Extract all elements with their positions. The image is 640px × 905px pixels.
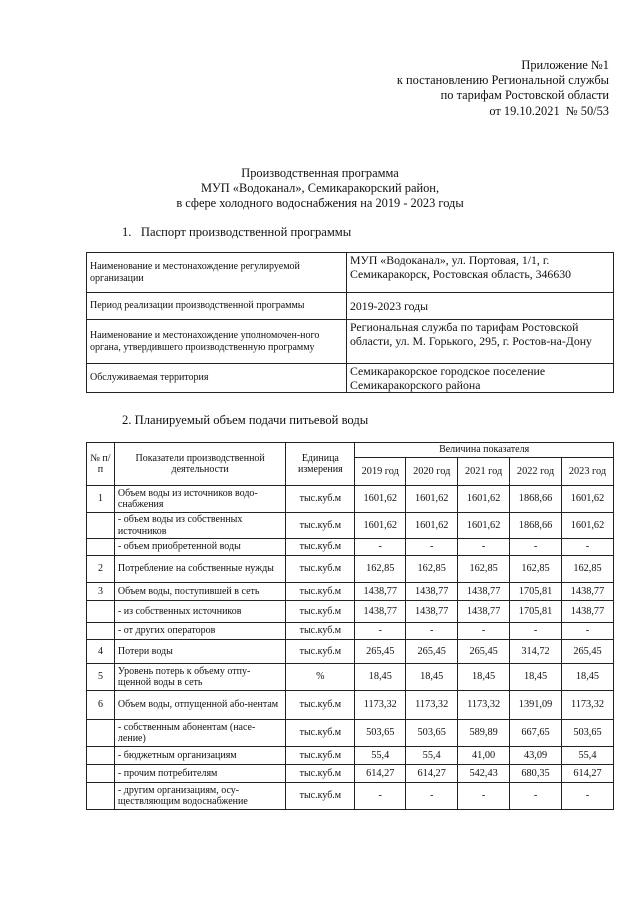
row-num: 2 bbox=[87, 556, 115, 583]
row-unit: тыс.куб.м bbox=[286, 513, 355, 539]
row-value: 667,65 bbox=[510, 720, 562, 747]
row-num: 5 bbox=[87, 664, 115, 691]
row-value: 1705,81 bbox=[510, 601, 562, 623]
row-value: - bbox=[406, 539, 458, 556]
row-num bbox=[87, 601, 115, 623]
row-value: 162,85 bbox=[406, 556, 458, 583]
row-num bbox=[87, 539, 115, 556]
row-value: 1601,62 bbox=[562, 486, 614, 513]
row-value: 55,4 bbox=[562, 747, 614, 765]
passport-value: Семикаракорское городское поселение Семикаракорского района bbox=[347, 364, 614, 393]
row-label: Объем воды, отпущенной або-нентам bbox=[114, 691, 285, 720]
header-num: № п/п bbox=[87, 443, 115, 486]
table-row bbox=[87, 513, 614, 539]
row-value: 1601,62 bbox=[406, 513, 458, 539]
row-value: - bbox=[510, 783, 562, 810]
table-row bbox=[87, 664, 614, 691]
row-value: - bbox=[458, 623, 510, 640]
row-value: 1438,77 bbox=[458, 601, 510, 623]
row-value: 162,85 bbox=[458, 556, 510, 583]
title-line: Производственная программа bbox=[241, 166, 399, 180]
row-value: 18,45 bbox=[562, 664, 614, 691]
table-row bbox=[87, 783, 614, 810]
annex-line: Приложение №1 bbox=[521, 58, 609, 72]
table-row bbox=[87, 293, 614, 320]
row-value: - bbox=[355, 623, 406, 640]
table-row bbox=[87, 623, 614, 640]
row-value: 1173,32 bbox=[458, 691, 510, 720]
title-line: в сфере холодного водоснабжения на 2019 - 2023 годы bbox=[176, 196, 464, 211]
row-value: 162,85 bbox=[562, 556, 614, 583]
table-row bbox=[87, 720, 614, 747]
row-value: 589,89 bbox=[458, 720, 510, 747]
row-label: - собственным абонентам (насе-ление) bbox=[114, 720, 285, 747]
row-label: Объем воды из источников водо-снабжения bbox=[114, 486, 285, 513]
header-value-group: Величина показателя bbox=[355, 443, 614, 458]
annex-line: к постановлению Региональной службы bbox=[396, 73, 609, 88]
row-value: 265,45 bbox=[406, 640, 458, 664]
row-value: 1705,81 bbox=[510, 583, 562, 601]
row-value: 1601,62 bbox=[355, 513, 406, 539]
row-unit: тыс.куб.м bbox=[286, 583, 355, 601]
passport-label: Наименование и местонахождение уполномочен-ного органа, утвердившего производственную программу bbox=[87, 320, 347, 364]
document-title bbox=[0, 166, 640, 212]
row-unit: тыс.куб.м bbox=[286, 783, 355, 810]
row-value: - bbox=[406, 783, 458, 810]
row-value: 18,45 bbox=[510, 664, 562, 691]
row-label: - объем воды из собственных источников bbox=[114, 513, 285, 539]
passport-label: Период реализации производственной программы bbox=[87, 293, 347, 320]
row-value: 1868,66 bbox=[510, 513, 562, 539]
row-value: 614,27 bbox=[406, 765, 458, 783]
row-unit: % bbox=[286, 664, 355, 691]
row-value: 1601,62 bbox=[458, 486, 510, 513]
header-year: 2022 год bbox=[510, 458, 562, 486]
row-value: 265,45 bbox=[458, 640, 510, 664]
row-unit: тыс.куб.м bbox=[286, 556, 355, 583]
row-unit: тыс.куб.м bbox=[286, 747, 355, 765]
row-value: 1438,77 bbox=[355, 601, 406, 623]
annex-line: по тарифам Ростовской области bbox=[440, 88, 609, 103]
row-unit: тыс.куб.м bbox=[286, 539, 355, 556]
section-heading-volume: 2. Планируемый объем подачи питьевой воды bbox=[122, 413, 369, 427]
row-num: 6 bbox=[87, 691, 115, 720]
row-value: 1391,09 bbox=[510, 691, 562, 720]
row-value: 1601,62 bbox=[562, 513, 614, 539]
row-value: 162,85 bbox=[510, 556, 562, 583]
row-value: 41,00 bbox=[458, 747, 510, 765]
row-value: 1438,77 bbox=[562, 583, 614, 601]
row-label: Уровень потерь к объему отпу-щенной воды в сеть bbox=[114, 664, 285, 691]
header-year: 2021 год bbox=[458, 458, 510, 486]
row-value: 1173,32 bbox=[562, 691, 614, 720]
row-label: Потери воды bbox=[114, 640, 285, 664]
row-num bbox=[87, 513, 115, 539]
passport-value: 2019-2023 годы bbox=[347, 293, 614, 320]
row-unit: тыс.куб.м bbox=[286, 720, 355, 747]
row-value: 503,65 bbox=[562, 720, 614, 747]
row-value: 265,45 bbox=[562, 640, 614, 664]
row-value: - bbox=[510, 539, 562, 556]
row-value: 680,35 bbox=[510, 765, 562, 783]
row-value: 1601,62 bbox=[355, 486, 406, 513]
row-value: 1438,77 bbox=[355, 583, 406, 601]
row-unit: тыс.куб.м bbox=[286, 623, 355, 640]
header-indicator: Показатели производственной деятельности bbox=[114, 443, 285, 486]
passport-table bbox=[86, 252, 614, 393]
section-heading-passport: 1. Паспорт производственной программы bbox=[122, 225, 352, 239]
row-value: 55,4 bbox=[355, 747, 406, 765]
row-value: 18,45 bbox=[406, 664, 458, 691]
water-volume-table bbox=[86, 442, 614, 810]
header-year: 2019 год bbox=[355, 458, 406, 486]
row-num bbox=[87, 765, 115, 783]
row-num bbox=[87, 747, 115, 765]
passport-label: Обслуживаемая территория bbox=[87, 364, 347, 393]
title-line: МУП «Водоканал», Семикаракорский район, bbox=[200, 181, 440, 196]
annex-line: от 19.10.2021 № 50/53 bbox=[489, 103, 609, 118]
header-unit: Единица измерения bbox=[286, 443, 355, 486]
row-value: 503,65 bbox=[355, 720, 406, 747]
passport-value: Региональная служба по тарифам Ростовской области, ул. М. Горького, 295, г. Ростов-на-Дону bbox=[347, 320, 614, 364]
table-row bbox=[87, 253, 614, 293]
table-row bbox=[87, 691, 614, 720]
row-value: 1438,77 bbox=[458, 583, 510, 601]
row-value: - bbox=[562, 623, 614, 640]
passport-value: МУП «Водоканал», ул. Портовая, 1/1, г. Семикаракорск, Ростовская область, 346630 bbox=[347, 253, 614, 293]
row-value: 1601,62 bbox=[406, 486, 458, 513]
row-num bbox=[87, 623, 115, 640]
row-label: - от других операторов bbox=[114, 623, 285, 640]
header-year: 2020 год bbox=[406, 458, 458, 486]
table-row bbox=[87, 601, 614, 623]
row-label: Объем воды, поступившей в сеть bbox=[114, 583, 285, 601]
row-value: - bbox=[406, 623, 458, 640]
row-value: - bbox=[562, 783, 614, 810]
row-value: 43,09 bbox=[510, 747, 562, 765]
row-unit: тыс.куб.м bbox=[286, 486, 355, 513]
table-row bbox=[87, 539, 614, 556]
row-value: 503,65 bbox=[406, 720, 458, 747]
row-value: - bbox=[458, 783, 510, 810]
passport-label: Наименование и местонахождение регулируемой организации bbox=[87, 253, 347, 293]
row-value: 614,27 bbox=[562, 765, 614, 783]
row-value: - bbox=[355, 539, 406, 556]
row-value: 314,72 bbox=[510, 640, 562, 664]
row-value: 55,4 bbox=[406, 747, 458, 765]
row-label: - бюджетным организациям bbox=[114, 747, 285, 765]
table-row bbox=[87, 747, 614, 765]
table-row bbox=[87, 364, 614, 393]
row-value: 18,45 bbox=[458, 664, 510, 691]
table-header-row bbox=[87, 443, 614, 458]
table-row bbox=[87, 556, 614, 583]
row-value: 1438,77 bbox=[406, 601, 458, 623]
row-value: - bbox=[510, 623, 562, 640]
row-label: - прочим потребителям bbox=[114, 765, 285, 783]
row-value: 1173,32 bbox=[406, 691, 458, 720]
row-num: 3 bbox=[87, 583, 115, 601]
row-num: 1 bbox=[87, 486, 115, 513]
table-row bbox=[87, 765, 614, 783]
row-unit: тыс.куб.м bbox=[286, 691, 355, 720]
table-row bbox=[87, 320, 614, 364]
row-value: - bbox=[355, 783, 406, 810]
row-value: 18,45 bbox=[355, 664, 406, 691]
row-value: - bbox=[562, 539, 614, 556]
row-value: 1173,32 bbox=[355, 691, 406, 720]
table-row bbox=[87, 583, 614, 601]
row-label: - другим организациям, осу-ществляющим водоснабжение bbox=[114, 783, 285, 810]
annex-block bbox=[397, 58, 609, 119]
row-value: 162,85 bbox=[355, 556, 406, 583]
row-value: 1438,77 bbox=[406, 583, 458, 601]
row-unit: тыс.куб.м bbox=[286, 765, 355, 783]
row-value: 265,45 bbox=[355, 640, 406, 664]
row-num bbox=[87, 783, 115, 810]
row-label: - из собственных источников bbox=[114, 601, 285, 623]
row-value: 542,43 bbox=[458, 765, 510, 783]
table-row bbox=[87, 640, 614, 664]
table-row bbox=[87, 486, 614, 513]
row-unit: тыс.куб.м bbox=[286, 640, 355, 664]
row-num bbox=[87, 720, 115, 747]
row-value: 1601,62 bbox=[458, 513, 510, 539]
row-unit: тыс.куб.м bbox=[286, 601, 355, 623]
row-value: - bbox=[458, 539, 510, 556]
row-value: 614,27 bbox=[355, 765, 406, 783]
row-num: 4 bbox=[87, 640, 115, 664]
row-value: 1868,66 bbox=[510, 486, 562, 513]
row-label: - объем приобретенной воды bbox=[114, 539, 285, 556]
row-value: 1438,77 bbox=[562, 601, 614, 623]
header-year: 2023 год bbox=[562, 458, 614, 486]
row-label: Потребление на собственные нужды bbox=[114, 556, 285, 583]
